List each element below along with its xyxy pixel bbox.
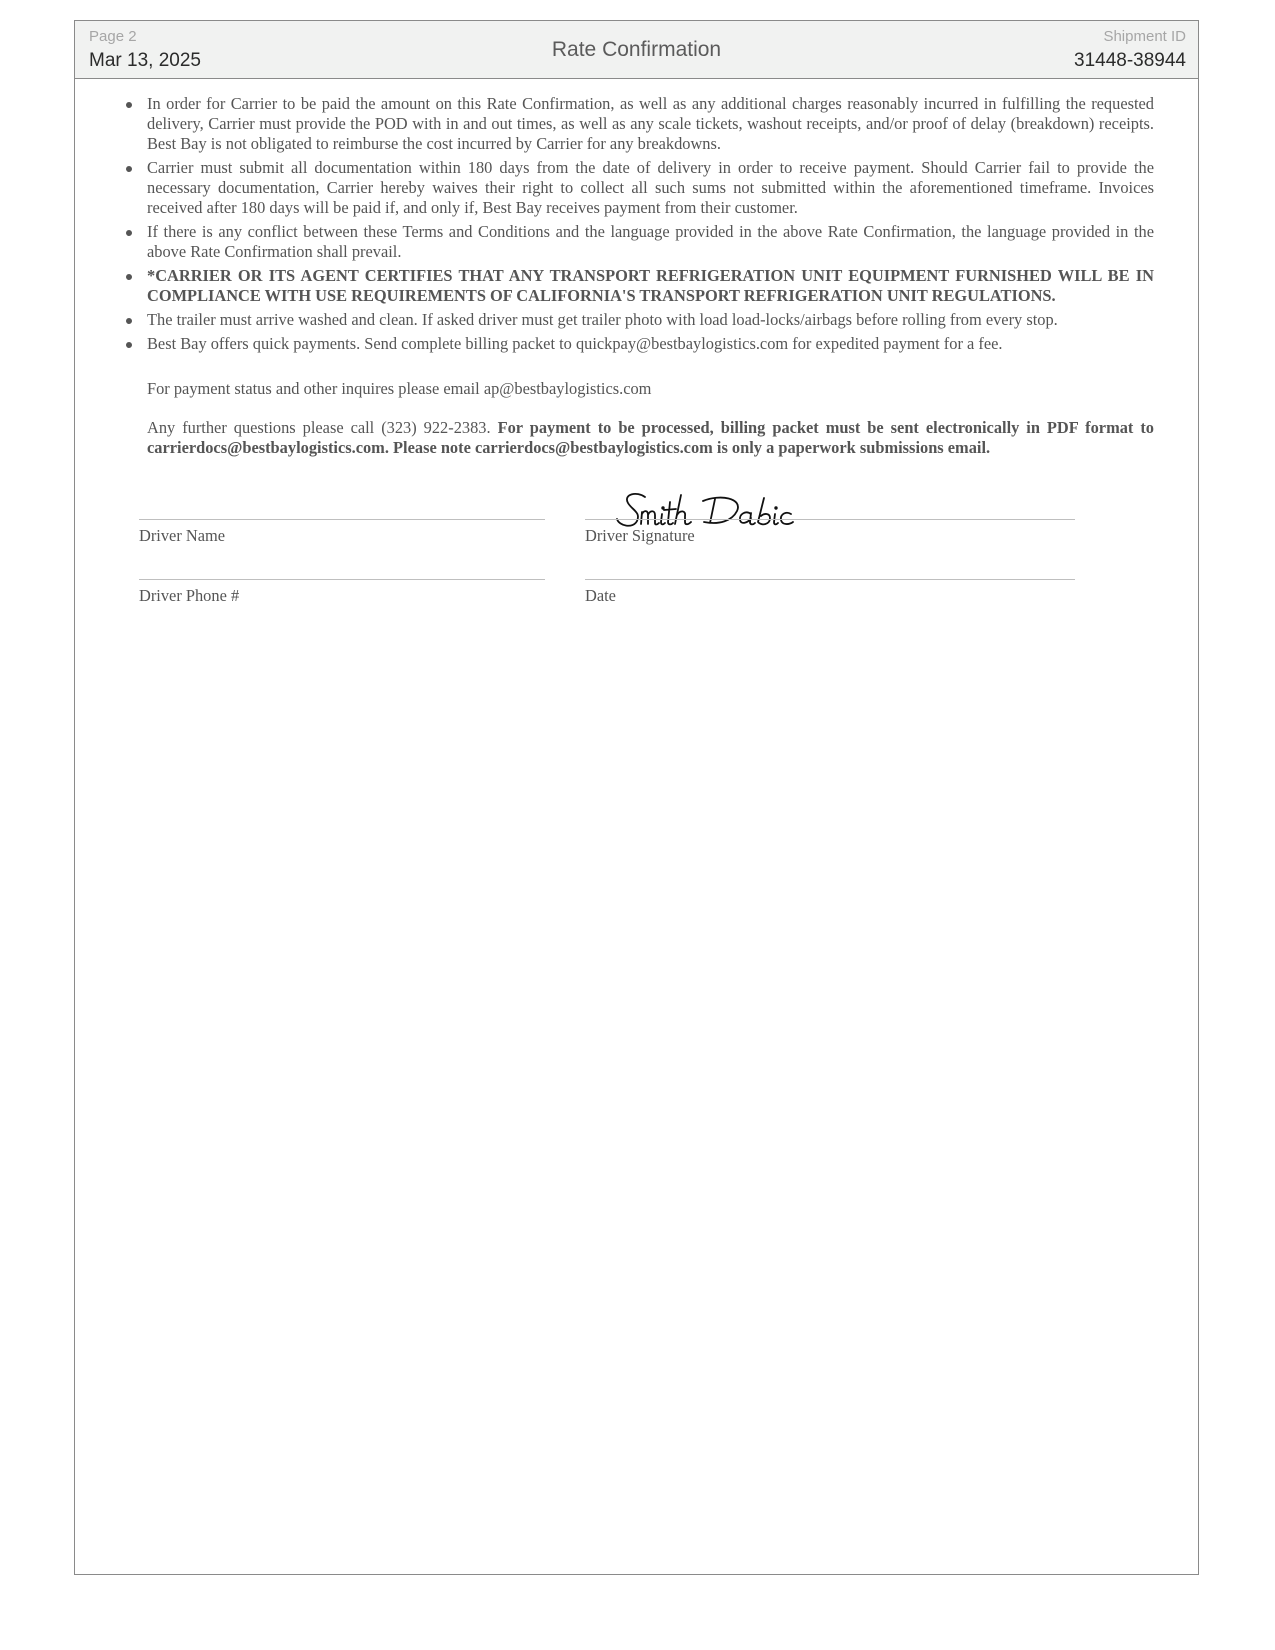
- document-date: Mar 13, 2025: [89, 50, 201, 71]
- driver-signature-line: [585, 519, 1075, 520]
- term-text: *CARRIER OR ITS AGENT CERTIFIES THAT ANY TRANSPORT REFRIGERATION UNIT EQUIPMENT FURNISHED WILL BE IN COMPLIANCE WITH USE REQUIREMENTS OF CALIFORNIA'S TRANSPORT REFRIGERATION UNIT REGULATIONS.: [147, 266, 1154, 305]
- bullet-icon: [126, 318, 132, 324]
- date-line: [585, 579, 1075, 580]
- bullet-icon: [126, 342, 132, 348]
- term-text: If there is any conflict between these Terms and Conditions and the language provided in the above Rate Confirmation, the language provided in the above Rate Confirmation shall prevail.: [147, 222, 1154, 261]
- bullet-icon: [126, 274, 132, 280]
- driver-phone-line: [139, 579, 545, 580]
- page-header: [75, 21, 1198, 79]
- bullet-icon: [126, 230, 132, 236]
- term-item: [147, 310, 1154, 330]
- term-text: Carrier must submit all documentation within 180 days from the date of delivery in order to receive payment. Should Carrier fail to provide the necessary documentation, Carrier hereby waives their right to collect all such sums not submitted within the aforementioned timeframe. Invoices received after 180 days will be paid if, and only if, Best Bay receives payment from their customer.: [147, 158, 1154, 217]
- driver-name-label: Driver Name: [139, 526, 226, 545]
- payment-status-paragraph: For payment status and other inquires please email ap@bestbaylogistics.com: [147, 379, 652, 398]
- document-title: Rate Confirmation: [551, 38, 722, 61]
- term-item: [147, 222, 1154, 262]
- date-label: Date: [585, 586, 616, 605]
- page-number-label: Page 2: [89, 28, 137, 45]
- terms-list: [147, 94, 1154, 358]
- driver-signature-label: Driver Signature: [585, 526, 695, 545]
- shipment-id-value: 31448-38944: [1074, 50, 1186, 71]
- term-text: In order for Carrier to be paid the amount on this Rate Confirmation, as well as any additional charges reasonably incurred in fulfilling the requested delivery, Carrier must provide the POD with in and out times, as well as any scale tickets, washout receipts, and/or proof of delay (breakdown) receipts. Best Bay is not obligated to reimburse the cost incurred by Carrier for any breakdowns.: [147, 94, 1154, 153]
- questions-intro: Any further questions please call (323) 922-2383.: [147, 418, 498, 437]
- questions-bold-notice: For payment to be processed, billing packet must be sent electronically in PDF format to carrierdocs@bestbaylogistics.com. Please note carrierdocs@bestbaylogistics.com is only a paperwork submissions email.: [147, 418, 1154, 457]
- term-item-certification: [147, 266, 1154, 306]
- driver-name-line: [139, 519, 545, 520]
- term-text: Best Bay offers quick payments. Send complete billing packet to quickpay@bestbaylogistics.com for expedited payment for a fee.: [147, 334, 1003, 353]
- term-text: The trailer must arrive washed and clean. If asked driver must get trailer photo with load load-locks/airbags before rolling from every stop.: [147, 310, 1058, 329]
- bullet-icon: [126, 166, 132, 172]
- term-item: [147, 334, 1154, 354]
- shipment-id-label: Shipment ID: [1103, 28, 1186, 45]
- document-page: [74, 20, 1199, 1575]
- driver-phone-label: Driver Phone #: [139, 586, 240, 605]
- bullet-icon: [126, 102, 132, 108]
- term-item: [147, 94, 1154, 154]
- questions-paragraph: [147, 418, 1154, 458]
- term-item: [147, 158, 1154, 218]
